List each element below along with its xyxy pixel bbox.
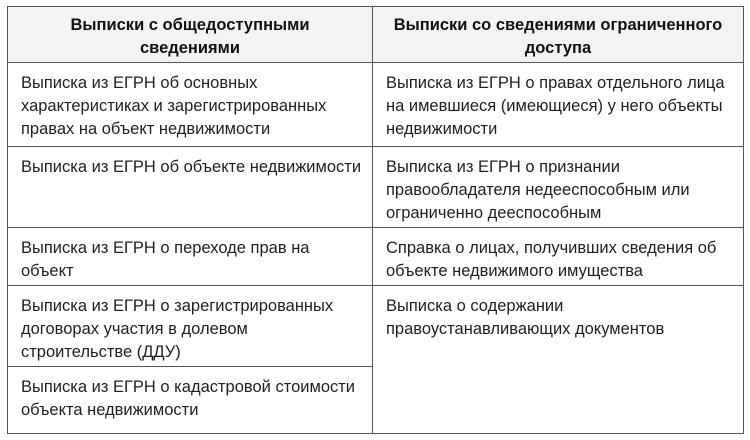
- header-restricted-extracts: [373, 7, 744, 63]
- extracts-table: [7, 6, 744, 434]
- cell-text: Выписка из ЕГРН о правах отдельного лица на имевшиеся (имеющиеся) у него объекты недвижимости: [386, 74, 725, 138]
- cell-text: Выписка из ЕГРН об объекте недвижимости: [21, 158, 362, 176]
- restricted-extract-cell: [373, 228, 744, 286]
- cell-text: Справка о лицах, получивших сведения об объекте недвижимого имущества: [386, 239, 717, 280]
- header-label: Выписки с общедоступными сведениями: [70, 15, 310, 57]
- cell-text: Выписка из ЕГРН об основных характеристиках и зарегистрированных правах на объект недвижимости: [21, 74, 327, 138]
- header-label: Выписки со сведениями ограниченного доступа: [393, 15, 723, 57]
- restricted-extract-cell: [373, 63, 744, 147]
- cell-text: Выписка из ЕГРН о зарегистрированных договорах участия в долевом строительстве (ДДУ): [21, 297, 334, 361]
- table-row: [8, 286, 744, 367]
- table-row: [8, 147, 744, 228]
- cell-text: Выписка из ЕГРН о признании правообладателя недееспособным или ограниченно дееспособным: [386, 158, 690, 222]
- restricted-extract-cell: [373, 147, 744, 228]
- public-extract-cell: [8, 367, 373, 434]
- cell-text: Выписка о содержании правоустанавливающих документов: [386, 297, 665, 338]
- cell-text: Выписка из ЕГРН о переходе прав на объект: [21, 239, 310, 280]
- header-public-extracts: [8, 7, 373, 63]
- public-extract-cell: [8, 147, 373, 228]
- table-row: [8, 228, 744, 286]
- public-extract-cell: [8, 228, 373, 286]
- table-header-row: [8, 7, 744, 63]
- public-extract-cell: [8, 63, 373, 147]
- restricted-extract-cell: [373, 286, 744, 434]
- cell-text: Выписка из ЕГРН о кадастровой стоимости объекта недвижимости: [21, 378, 356, 419]
- public-extract-cell: [8, 286, 373, 367]
- table-row: [8, 63, 744, 147]
